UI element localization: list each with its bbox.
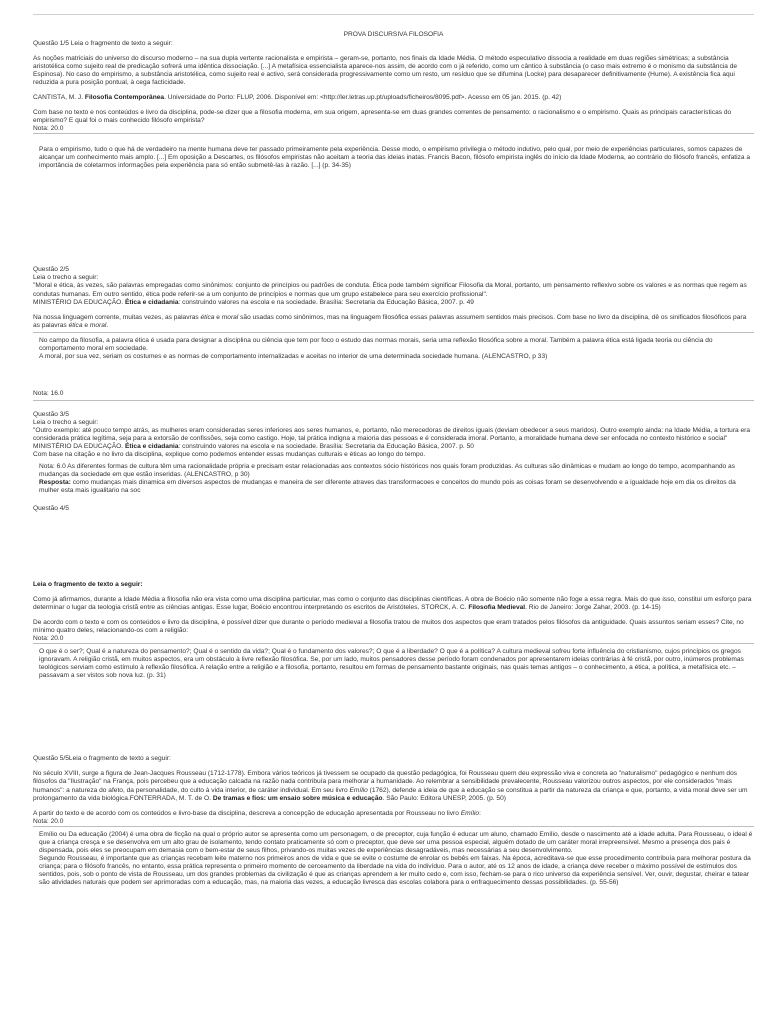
question-2-intro: Leia o trecho a seguir: [33, 274, 99, 282]
question-3-heading: Questão 3/5 [33, 410, 69, 418]
question-4-answer: O que é o ser?; Qual é a natureza do pensamento?; Qual é o sentido da vida?; Qual é o fundamento dos valores?; O que é a liberdade? O que é a política? A cultura medieval sofreu forte influência do cristianismo, cujos princípios os gregos ignoravam. A religião cristã, em muitos aspectos, era um obstáculo à livre reflexão filosófica. Se, por um lado, muitos pensadores desse período foram condenados por apresentarem ideias contrárias à fé cristã, por outro, inúmeros problemas teológicos serviam como estímulo à reflexão filosófica. A relação entre a religião e a filosofia, portanto, resultou em formas de pensamento bastante originais, nas quais temas antigos – o conhecimento, a ética, a política, a metafísica etc. – passavam a ser vistos sob nova luz. (p. 31) [39, 648, 744, 680]
question-5-answer: Emílio ou Da educação (2004) é uma obra de ficção na qual o próprio autor se apresenta como um personagem, o de preceptor, cuja função é educar um aluno, chamado Emílio, desde o nascimento até a idade adulta. Para Rousseau, o ideal é que a criança cresça e se desenvolva em um alto grau de isolamento, tendo contato praticamente só com o preceptor, que deve ser uma pessoa especial, alguém dotado de um caráter moral irrepreensível. Mesmo a presença dos pais é dispensada, pois eles se preocupam em demasia com o bem-estar de seus filhos, privando-os muitas vezes de experiências desagradáveis, mas necessárias a seu desenvolvimento. Segundo Rousseau, é importante que as crianças recebam leite materno nos primeiros anos de vida e que se evite o costume de enrolar os bebês em faixas. Na época, acreditava-se que esse procedimento contribuía para melhorar postura da criança; para o filósofo francês, no entanto, essa prática representa o primeiro momento de cerceamento da liberdade na vida do indivíduo. Para o autor, até os 12 anos de idade, a criança deve receber o máximo possível de estímulos dos sentidos, pois, sob o ponto de vista de Rousseau, um dos grandes problemas da civilização é que as crianças aprendem a ler muito cedo e, com isso, fecham-se para o rico universo da experiência sensível. Ver, ouvir, degustar, cheirar e tatear são atividades naturais que podem ser aprimoradas com a educação, mas, na maioria das vezes, a educação livresca das escolas colabora para o enfraquecimento dessas possibilidades. (p. 55-56) [39, 830, 753, 886]
question-5-divider [33, 826, 754, 827]
question-5-heading: Questão 5/5Leia o fragmento de texto a seguir: [33, 755, 171, 763]
question-1-grade: Nota: 20.0 [33, 125, 64, 133]
question-1-prompt: Com base no texto e nos conteúdos e livro da disciplina, pode-se dizer que a filosofia moderna, em sua origem, apresenta-se em duas grandes correntes de pensamento: o racionalismo e o empirismo. Quais as principais características do empirismo? E qual foi o mais conhecido filósofo empirista? [33, 109, 732, 125]
question-1-citation-title: Filosofia Contemporânea [84, 94, 165, 102]
question-1-heading: Questão 1/5 Leia o fragmento de texto a seguir: [33, 40, 173, 48]
question-3-passage: "Outro exemplo: até pouco tempo atrás, as mulheres eram consideradas seres inferiores aos seres humanos, e, portanto, não merecedoras de direitos iguais (deviam obedecer a seus maridos). Outro exemplo ainda: na Idade Média, a tortura era considerada prática legítima, seja para a extorsão de confissões, seja como castigo. Hoje, tal prática indigna a maioria das pessoas e é considerada imoral. Portanto, a moralidade humana deve ser enfocada no contexto histórico e social" [33, 426, 751, 442]
question-4 [33, 505, 754, 680]
question-5 [33, 755, 754, 886]
question-3-citation-title: Ética e cidadania [124, 442, 179, 450]
question-2-citation: MINISTÉRIO DA EDUCAÇÃO. Ética e cidadania: construindo valores na escola e na sociedade. Brasília: Secretaria da Educação Básica, 2007. p. 49 [33, 298, 474, 306]
question-2-passage: "Moral e ética, às vezes, são palavras empregadas como sinônimos: conjunto de princípios ou padrões de conduta. Ética pode também significar Filosofia da Moral, portanto, um pensamento reflexivo sobre os valores e as normas que regem as condutas humanas. Em outro sentido, ética pode referir-se a um conjunto de princípios e normas que um grupo estabelece para seu exercício profissional". [33, 282, 747, 298]
question-4-heading: Questão 4/5 [33, 505, 69, 513]
question-3-response: Resposta: como mudanças mais dinamica em diversos aspectos de mudanças e maneira de ser diferente atraves das transformacoes e conceitos do mundo pois as coisas foram se desenvolvendo e a igualdade hoje em dia os direitos da mulher esta mais igualitario na soc [39, 479, 736, 495]
question-4-citation-title: Filosofia Medieval [468, 604, 526, 612]
question-2-prompt: Na nossa linguagem corrente, muitas vezes, as palavras ética e moral são usadas como sinônimos, mas na linguagem filosófica essas palavras assumem sentidos mais precisos. Com base no livro da disciplina, dê os sinificados filosóficos para as palavras ética e moral. [33, 313, 747, 329]
question-1-passage: As noções matriciais do universo do discurso moderno – na sua dupla vertente racionalista e empirista – geram-se, portanto, nos finais da Idade Média. O método especulativo dissocia a realidade em duas regiões simétricas; a substância aristotélica como sujeito real de predicação sofrerá uma idêntica dissociação. [...] A metafísica essencialista aparece-nos assim, de acordo com o já referido, como um cântico à substância (o caso mais extremo é o monismo da substância de Espinosa). No caso do empirismo, a substância aristotélica, como sujeito real e activo, será considerada progressivamente como um resto, um resíduo que se difumina (Locke) para desaparecer definitivamente (Hume). A existência fica aqui reduzida a pura posição pontual, à cega facticidade. [33, 55, 738, 87]
question-5-passage: No século XVIII, surge a figura de Jean-Jacques Rousseau (1712-1778). Embora vários teóricos já tivessem se ocupado da questão pedagógica, foi Rousseau quem deu expressão viva e concreta ao "naturalismo" pedagógico e nenhum dos filósofos da "Ilustração" na França, pois percebeu que a educação calcada na razão nada contribuía para melhorar a humanidade. Ao relembrar a sensibilidade prevalecente, Rousseau valorizou outros aspectos, por ele considerados "mais humanos": a natureza do afeto, da personalidade, do culto à vida interior, de caráter individual. Em seu livro Emílio (1762), defende a ideia de que a educação se constitua a partir da natureza da criança e que, portanto, a vida moral deve ser um prolongamento da vida biológica.FONTERRADA, M. T. de O. De tramas e fios: um ensaio sobre música e educação. São Paulo: Editora UNESP, 2005. (p. 50) [33, 770, 748, 802]
question-5-grade: Nota: 20.0 [33, 817, 64, 825]
question-4-grade: Nota: 20.0 [33, 635, 64, 643]
question-4-passage: Como já afirmamos, durante a Idade Média a filosofia não era vista como uma disciplina particular, mas como o conjunto das disciplinas científicas. A obra de Boécio não somente não foge a essa regra. Mais do que isso, constitui um esforço para determinar o lugar da teologia cristã entre as ciências antigas. Esse lugar, Boécio encontrou interpretando os escritos de Aristóteles. STORCK, A. C. Filosofia Medieval. Rio de Janeiro: Jorge Zahar, 2003. (p. 14-15) [33, 596, 752, 612]
question-4-intro: Leia o fragmento de texto a seguir: [33, 581, 143, 589]
question-3-citation: MINISTÉRIO DA EDUCAÇÃO. Ética e cidadania: construindo valores na escola e na sociedade. Brasília: Secretaria da Educação Básica, 2007. p. 50 [33, 442, 474, 450]
question-3-answer: Nota: 6.0 As diferentes formas de cultura têm uma racionalidade própria e precisam estar relacionadas aos contextos sócio históricos nos quais foram produzidas. As culturas são dinâmicas e mudam ao longo do tempo, acompanhando as mudanças da sociedade em que estão inseridas. (ALENCASTRO, p 30) Resposta: como mudanças mais dinamica em diversos aspectos de mudanças e maneira de ser diferente atraves das transformacoes e conceitos do mundo pois as coisas foram se desenvolvendo e a igualdade hoje em dia os direitos da mulher esta mais igualitario na soc [39, 463, 754, 495]
exam-page [33, 31, 754, 887]
question-2-divider [33, 332, 754, 333]
question-2-answer: No campo da filosofia, a palavra ética é usada para designar a disciplina ou ciência que tem por foco o estudo das normas morais, seria uma reflexão filosófica sobre a moral. Também a palavra ética está ligada teoria ou ciência do comportamento moral em sociedade. A moral, por sua vez, seriam os costumes e as normas de comportamento internalizadas e aceitas no interior de uma determinada sociedade humana. (ALENCASTRO, p 33) [39, 336, 713, 360]
question-5-prompt: A partir do texto e de acordo com os conteúdos e livro-base da disciplina, descreva a concepção de educação apresentada por Rousseau no livro Emílio: [33, 809, 481, 817]
question-4-prompt: De acordo com o texto e com os conteúdos e livro da disciplina, é possível dizer que durante o período medieval a filosofia tratou de muitos dos aspectos que eram tratados pelos filósofos da antiguidade. Quais assuntos seriam esses? Cite, no mínimo quatro deles, relacionando-os com a religião: [33, 619, 744, 635]
question-3-prompt: Com base na citação e no livro da disciplina, explique como podemos entender essas mudanças culturais e éticas ao longo do tempo. [33, 450, 426, 458]
question-5-citation-title: De tramas e fios: um ensaio sobre música e educação [212, 794, 383, 802]
question-1 [33, 40, 754, 170]
question-2-citation-title: Ética e cidadania [124, 298, 179, 306]
question-2-grade: Nota: 16.0 [33, 389, 64, 397]
question-3 [33, 411, 754, 495]
question-3-intro: Leia o trecho a seguir: [33, 418, 99, 426]
question-1-answer: Para o empirismo, tudo o que há de verdadeiro na mente humana deve ter passado primeiramente pela experiência. Desse modo, o empirismo privilegia o método indutivo, pelo qual, por meio de experiências particulares, somos capazes de alcançar um conhecimento mais amplo. [...] Em oposição a Descartes, os filósofos empiristas não aceitam a teoria das ideias inatas. Francis Bacon, filósofo empirista inglês do início da Idade Moderna, ao contrário do filósofo francês, enfatiza a importância de coletarmos informações pela experiência para só então submetê-las à razão. [...] (p. 34-35) [39, 146, 751, 170]
question-1-divider [33, 133, 754, 134]
question-2-heading: Questão 2/5 [33, 266, 69, 274]
page-title: PROVA DISCURSIVA FILOSOFIA [343, 31, 444, 38]
question-1-citation: CANTISTA, M. J. Filosofia Contemporânea. Universidade do Porto: FLUP, 2006. Disponível em: <http://ler.letras.up.pt/uploads/ficheiros/8095.pdf>. Acesso em 05 jan. 2015. (p. 42) [33, 94, 562, 102]
question-2 [33, 266, 754, 400]
question-4-divider [33, 643, 754, 644]
page-top-rule [33, 14, 754, 15]
